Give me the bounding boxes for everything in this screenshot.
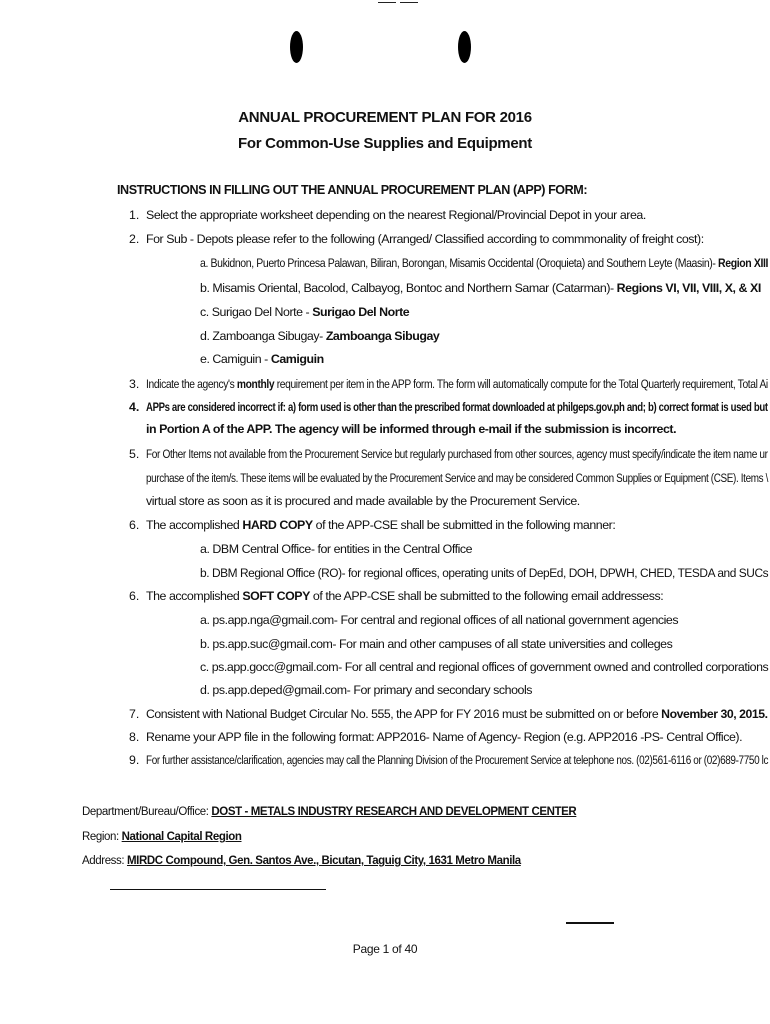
item-6b-text-main bbox=[146, 589, 663, 603]
item-2c-region: Surigao Del Norte bbox=[312, 305, 410, 319]
item-6-part-a: The accomplished bbox=[146, 518, 240, 532]
item-2c-text bbox=[200, 305, 409, 319]
item-6b-part-a: The accomplished bbox=[146, 589, 240, 603]
title-line-2: For Common-Use Supplies and Equipment bbox=[238, 135, 532, 152]
item-4-line-1: APPs are considered incorrect if: a) form used is other than the prescribed format downloaded at philgeps.gov.ph and; b) correct format is used but bbox=[146, 400, 768, 414]
item-9-text: For further assistance/clarification, agencies may call the Planning Division of the Procurement Service at telephone nos. (02)561-6116 or (02)689-7750 lc bbox=[146, 753, 769, 767]
item-2d-label: d. Zamboanga Sibugay- bbox=[200, 329, 323, 343]
instructions-heading: INSTRUCTIONS IN FILLING OUT THE ANNUAL PROCUREMENT PLAN (APP) FORM: bbox=[117, 183, 588, 197]
item-1-text: Select the appropriate worksheet depending on the nearest Regional/Provincial Depot in your area. bbox=[146, 208, 646, 222]
page-number: Page 1 of 40 bbox=[352, 942, 418, 956]
email-nga: a. ps.app.nga@gmail.com- For central and regional offices of all national government agencies bbox=[200, 613, 679, 627]
item-5-line-1: For Other Items not available from the Procurement Service but regularly purchased from other sources, agency must specify/indicate the item name ur bbox=[146, 447, 768, 461]
item-3-text bbox=[146, 377, 768, 391]
region-label: Region: bbox=[82, 831, 119, 843]
department-value: DOST - METALS INDUSTRY RESEARCH AND DEVELOPMENT CENTER bbox=[211, 806, 577, 818]
item-5-line-3: virtual store as soon as it is procured and made available by the Procurement Service. bbox=[146, 494, 580, 508]
item-6b-part-b: of the APP-CSE shall be submitted to the following email addressess: bbox=[312, 589, 664, 603]
item-7-text bbox=[146, 707, 768, 721]
item-2e-region: Camiguin bbox=[270, 352, 324, 366]
item-3-part-b: requirement per item in the APP form. The form will automatically compute for the Total Quarterly requirement, Total Ai bbox=[276, 377, 768, 391]
region-value: National Capital Region bbox=[121, 831, 242, 843]
item-6b-number: 6. bbox=[129, 589, 140, 603]
punch-hole-left bbox=[290, 31, 303, 63]
item-2e-label: e. Camiguin - bbox=[200, 352, 268, 366]
item-7-part-a: Consistent with National Budget Circular No. 555, the APP for FY 2016 must be submitted on or before bbox=[146, 707, 659, 721]
item-2a-label: a. Bukidnon, Puerto Princesa Palawan, Biliran, Borongan, Misamis Occidental (Oroquieta) and Southern Leyte (Maasin)- bbox=[200, 256, 716, 270]
scan-top-mark-right bbox=[400, 2, 418, 3]
item-3-part-a: Indicate the agency's bbox=[146, 377, 235, 391]
item-2b-text bbox=[200, 281, 761, 295]
item-5-number: 5. bbox=[129, 447, 140, 461]
item-6b-text: b. DBM Regional Office (RO)- for regional offices, operating units of DepEd, DOH, DPWH, CHED, TESDA and SUCs bbox=[200, 566, 769, 580]
item-6-text bbox=[146, 518, 615, 532]
email-gocc: c. ps.app.gocc@gmail.com- For all central and regional offices of government owned and controlled corporations bbox=[200, 660, 769, 674]
item-1-number: 1. bbox=[129, 208, 140, 222]
item-6b-soft-copy: SOFT COPY bbox=[242, 589, 310, 603]
address-label: Address: bbox=[82, 855, 125, 867]
department-label: Department/Bureau/Office: bbox=[82, 806, 209, 818]
item-6-part-b: of the APP-CSE shall be submitted in the following manner: bbox=[315, 518, 616, 532]
item-6a-text: a. DBM Central Office- for entities in the Central Office bbox=[200, 542, 473, 556]
item-8-number: 8. bbox=[129, 730, 140, 744]
item-4-line-2: in Portion A of the APP. The agency will be informed through e-mail if the submission is incorrect. bbox=[146, 422, 677, 436]
item-2b-label: b. Misamis Oriental, Bacolod, Calbayog, Bontoc and Northern Samar (Catarman)- bbox=[200, 281, 614, 295]
email-deped: d. ps.app.deped@gmail.com- For primary and secondary schools bbox=[200, 683, 532, 697]
item-9-number: 9. bbox=[129, 753, 140, 767]
item-7-deadline: November 30, 2015. bbox=[661, 707, 768, 721]
punch-hole-right bbox=[458, 31, 471, 63]
item-2e-text bbox=[200, 352, 324, 366]
email-suc: b. ps.app.suc@gmail.com- For main and other campuses of all state universities and colleges bbox=[200, 637, 673, 651]
signature-line-right bbox=[566, 922, 614, 924]
item-2d-text bbox=[200, 329, 439, 343]
item-3-monthly: monthly bbox=[236, 377, 275, 391]
address-line bbox=[82, 855, 521, 867]
item-3-number: 3. bbox=[129, 377, 140, 391]
item-6-hard-copy: HARD COPY bbox=[242, 518, 313, 532]
signature-line-left bbox=[110, 889, 326, 890]
item-2d-region: Zamboanga Sibugay bbox=[325, 329, 440, 343]
item-8-text: Rename your APP file in the following format: APP2016- Name of Agency- Region (e.g. APP2016 -PS- Central Office). bbox=[146, 730, 743, 744]
item-4-number: 4. bbox=[129, 400, 140, 414]
title-line-1: ANNUAL PROCUREMENT PLAN FOR 2016 bbox=[238, 109, 532, 126]
item-2a-region: Region XIII bbox=[718, 256, 769, 270]
address-value: MIRDC Compound, Gen. Santos Ave., Bicutan, Taguig City, 1631 Metro Manila bbox=[126, 855, 521, 867]
department-line bbox=[82, 806, 576, 818]
item-2b-region: Regions VI, VII, VIII, X, & XI bbox=[616, 281, 761, 295]
item-6-number: 6. bbox=[129, 518, 140, 532]
item-2c-label: c. Surigao Del Norte - bbox=[200, 305, 310, 319]
item-7-number: 7. bbox=[129, 707, 140, 721]
scan-top-mark-left bbox=[378, 2, 396, 3]
item-2-number: 2. bbox=[129, 232, 140, 246]
item-2-text: For Sub - Depots please refer to the following (Arranged/ Classified according to commmonality of freight cost): bbox=[146, 232, 704, 246]
item-5-line-2: purchase of the item/s. These items will be evaluated by the Procurement Service and may be considered Common Supplies or Equipment (CSE). Items \ bbox=[146, 471, 769, 485]
region-line bbox=[82, 831, 242, 843]
item-2a-text bbox=[200, 256, 768, 270]
